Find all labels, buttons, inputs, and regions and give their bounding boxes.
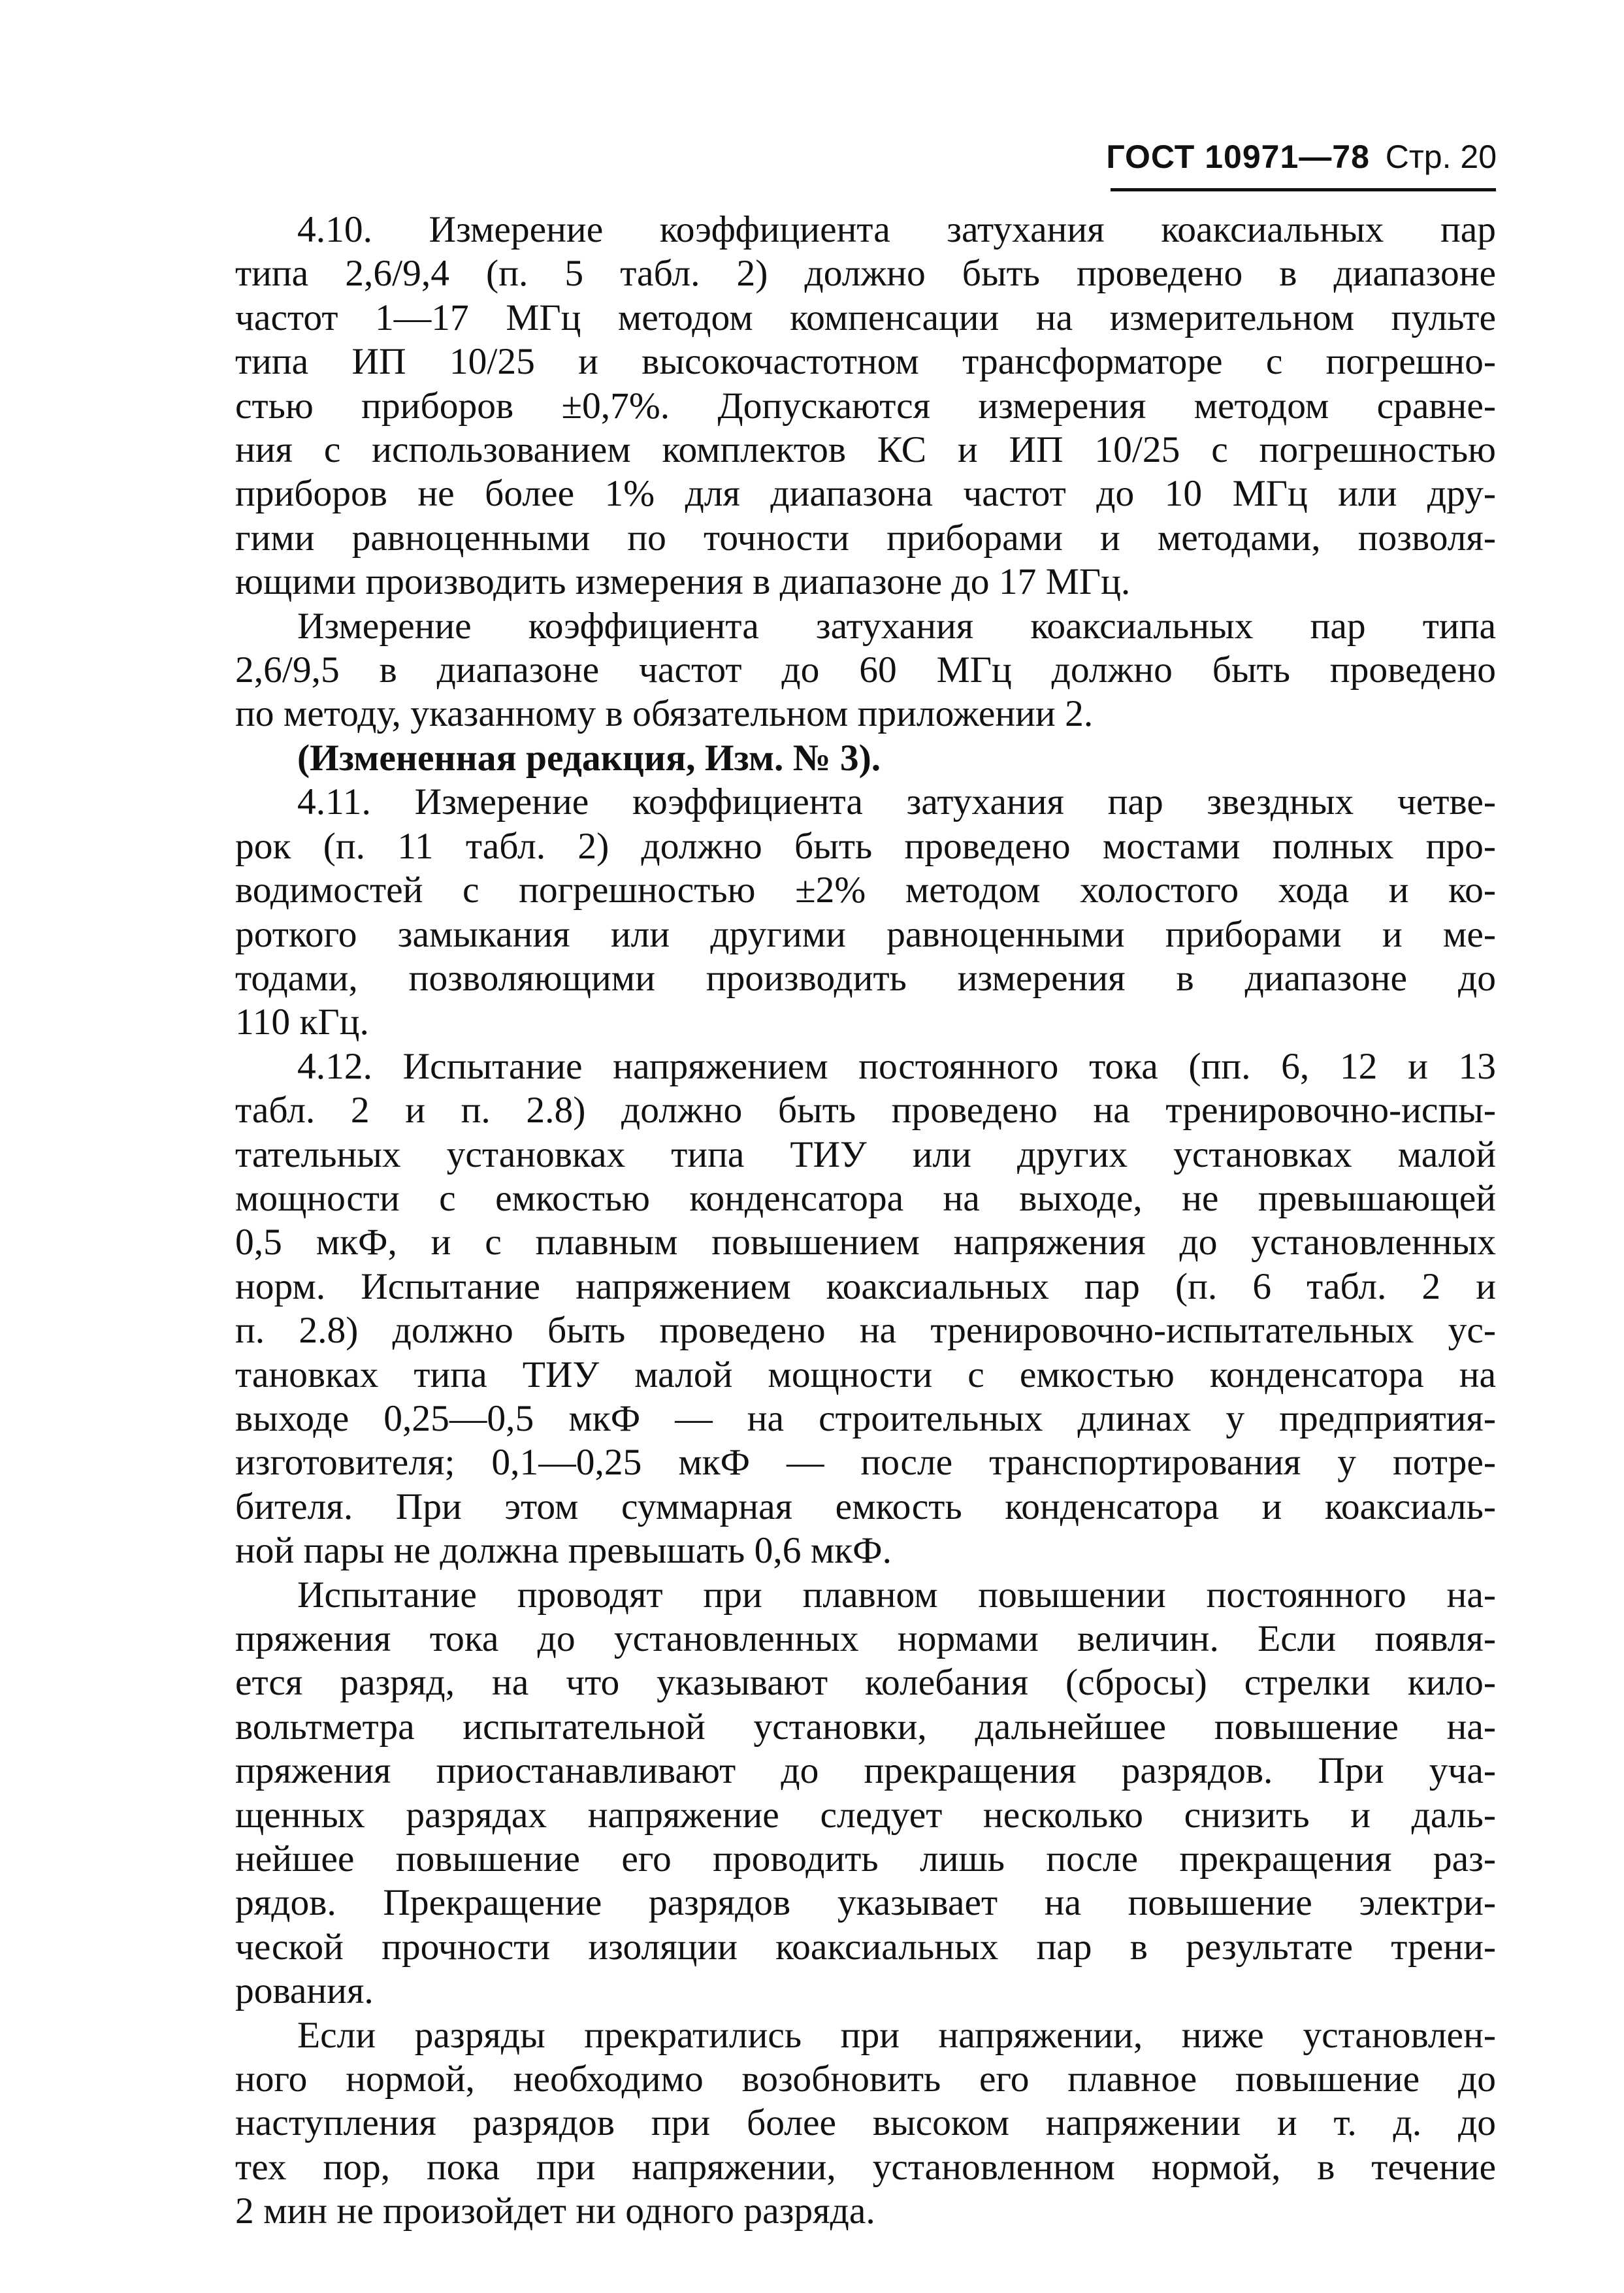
page-header: [1106, 137, 1497, 176]
text-line: 0,5 мкФ, и с плавным повышением напряжения до установленных: [235, 1222, 1496, 1263]
text-line: роткого замыкания или другими равноценными приборами и ме-: [235, 913, 1496, 955]
paragraph-4-12: [235, 1045, 1496, 1573]
text-line: выходе 0,25—0,5 мкФ — на строительных длинах у предприятия-: [235, 1397, 1496, 1439]
text-line: наступления разрядов при более высоком напряжении и т. д. до: [235, 2102, 1496, 2144]
text-line: Если разряды прекратились при напряжении, ниже установлен-: [297, 2014, 1496, 2056]
text-line: тех пор, пока при напряжении, установленном нормой, в течение: [235, 2146, 1496, 2188]
text-line: п. 2.8) должно быть проведено на тренировочно-испытательных ус-: [235, 1310, 1496, 1352]
text-line: частот 1—17 МГц методом компенсации на измерительном пульте: [235, 297, 1496, 338]
text-line: изготовителя; 0,1—0,25 мкФ — после транспортирования у потре-: [235, 1442, 1496, 1484]
text-line: ющими производить измерения в диапазоне до 17 МГц.: [235, 561, 1131, 603]
text-line: 4.11. Измерение коэффициента затухания пар звездных четве-: [297, 781, 1496, 823]
text-line: 110 кГц.: [235, 1001, 369, 1043]
page-number: Стр. 20: [1385, 138, 1497, 175]
text-line: 2,6/9,5 в диапазоне частот до 60 МГц должно быть проведено: [235, 649, 1496, 691]
text-line: гими равноценными по точности приборами и методами, позволя-: [235, 517, 1496, 559]
text-line: ется разряд, на что указывают колебания (сбросы) стрелки кило-: [235, 1662, 1496, 1704]
text-line: ческой прочности изоляции коаксиальных пар в результате трени-: [235, 1926, 1496, 1968]
text-line: Измерение коэффициента затухания коаксиальных пар типа: [297, 605, 1496, 647]
header-rule: [1111, 188, 1496, 191]
text-line: приборов не более 1% для диапазона частот до 10 МГц или дру-: [235, 473, 1496, 515]
standard-code: ГОСТ 10971—78: [1106, 138, 1370, 175]
text-line: пряжения тока до установленных нормами величин. Если появля-: [235, 1618, 1496, 1659]
text-line: ной пары не должна превышать 0,6 мкФ.: [235, 1530, 892, 1572]
paragraph-coax-9-5: [235, 604, 1496, 736]
text-line: пряжения приостанавливают до прекращения разрядов. При уча-: [235, 1750, 1496, 1792]
text-line: типа 2,6/9,4 (п. 5 табл. 2) должно быть проведено в диапазоне: [235, 253, 1496, 295]
text-line: рок (п. 11 табл. 2) должно быть проведено мостами полных про-: [235, 825, 1496, 867]
text-line: норм. Испытание напряжением коаксиальных пар (п. 6 табл. 2 и: [235, 1265, 1496, 1307]
text-line: тательных установках типа ТИУ или других установках малой: [235, 1133, 1496, 1175]
paragraph-4-11: [235, 780, 1496, 1044]
text-line: рования.: [235, 1970, 374, 2012]
document-body: [235, 208, 1496, 2234]
text-line: стью приборов ±0,7%. Допускаются измерения методом сравне-: [235, 385, 1496, 427]
text-line: тодами, позволяющими производить измерения в диапазоне до: [235, 957, 1496, 999]
text-line: типа ИП 10/25 и высокочастотном трансформаторе с погрешно-: [235, 341, 1496, 383]
text-line: вольтметра испытательной установки, дальнейшее повышение на-: [235, 1706, 1496, 1748]
paragraph-test-procedure: [235, 1573, 1496, 2013]
text-line: рядов. Прекращение разрядов указывает на повышение электри-: [235, 1882, 1496, 1924]
text-line: щенных разрядах напряжение следует несколько снизить и даль-: [235, 1794, 1496, 1836]
text-line: мощности с емкостью конденсатора на выходе, не превышающей: [235, 1177, 1496, 1219]
text-line: по методу, указанному в обязательном приложении 2.: [235, 693, 1094, 735]
text-line: 4.12. Испытание напряжением постоянного тока (пп. 6, 12 и 13: [297, 1045, 1496, 1087]
text-line: (Измененная редакция, Изм. № 3).: [297, 737, 881, 779]
text-line: Испытание проводят при плавном повышении постоянного на-: [297, 1574, 1496, 1616]
text-line: тановках типа ТИУ малой мощности с емкостью конденсатора на: [235, 1354, 1496, 1395]
amendment-note: [235, 736, 1496, 780]
text-line: водимостей с погрешностью ±2% методом холостого хода и ко-: [235, 870, 1496, 911]
text-line: ного нормой, необходимо возобновить его плавное повышение до: [235, 2058, 1496, 2100]
paragraph-4-10: [235, 208, 1496, 604]
text-line: нейшее повышение его проводить лишь после прекращения раз-: [235, 1838, 1496, 1880]
text-line: бителя. При этом суммарная емкость конденсатора и коаксиаль-: [235, 1486, 1496, 1527]
text-line: 2 мин не произойдет ни одного разряда.: [235, 2190, 875, 2232]
text-line: ния с использованием комплектов КС и ИП 10/25 с погрешностью: [235, 429, 1496, 471]
text-line: табл. 2 и п. 2.8) должно быть проведено на тренировочно-испы-: [235, 1090, 1496, 1131]
paragraph-discharge-resume: [235, 2013, 1496, 2234]
text-line: 4.10. Измерение коэффициента затухания коаксиальных пар: [297, 209, 1496, 250]
